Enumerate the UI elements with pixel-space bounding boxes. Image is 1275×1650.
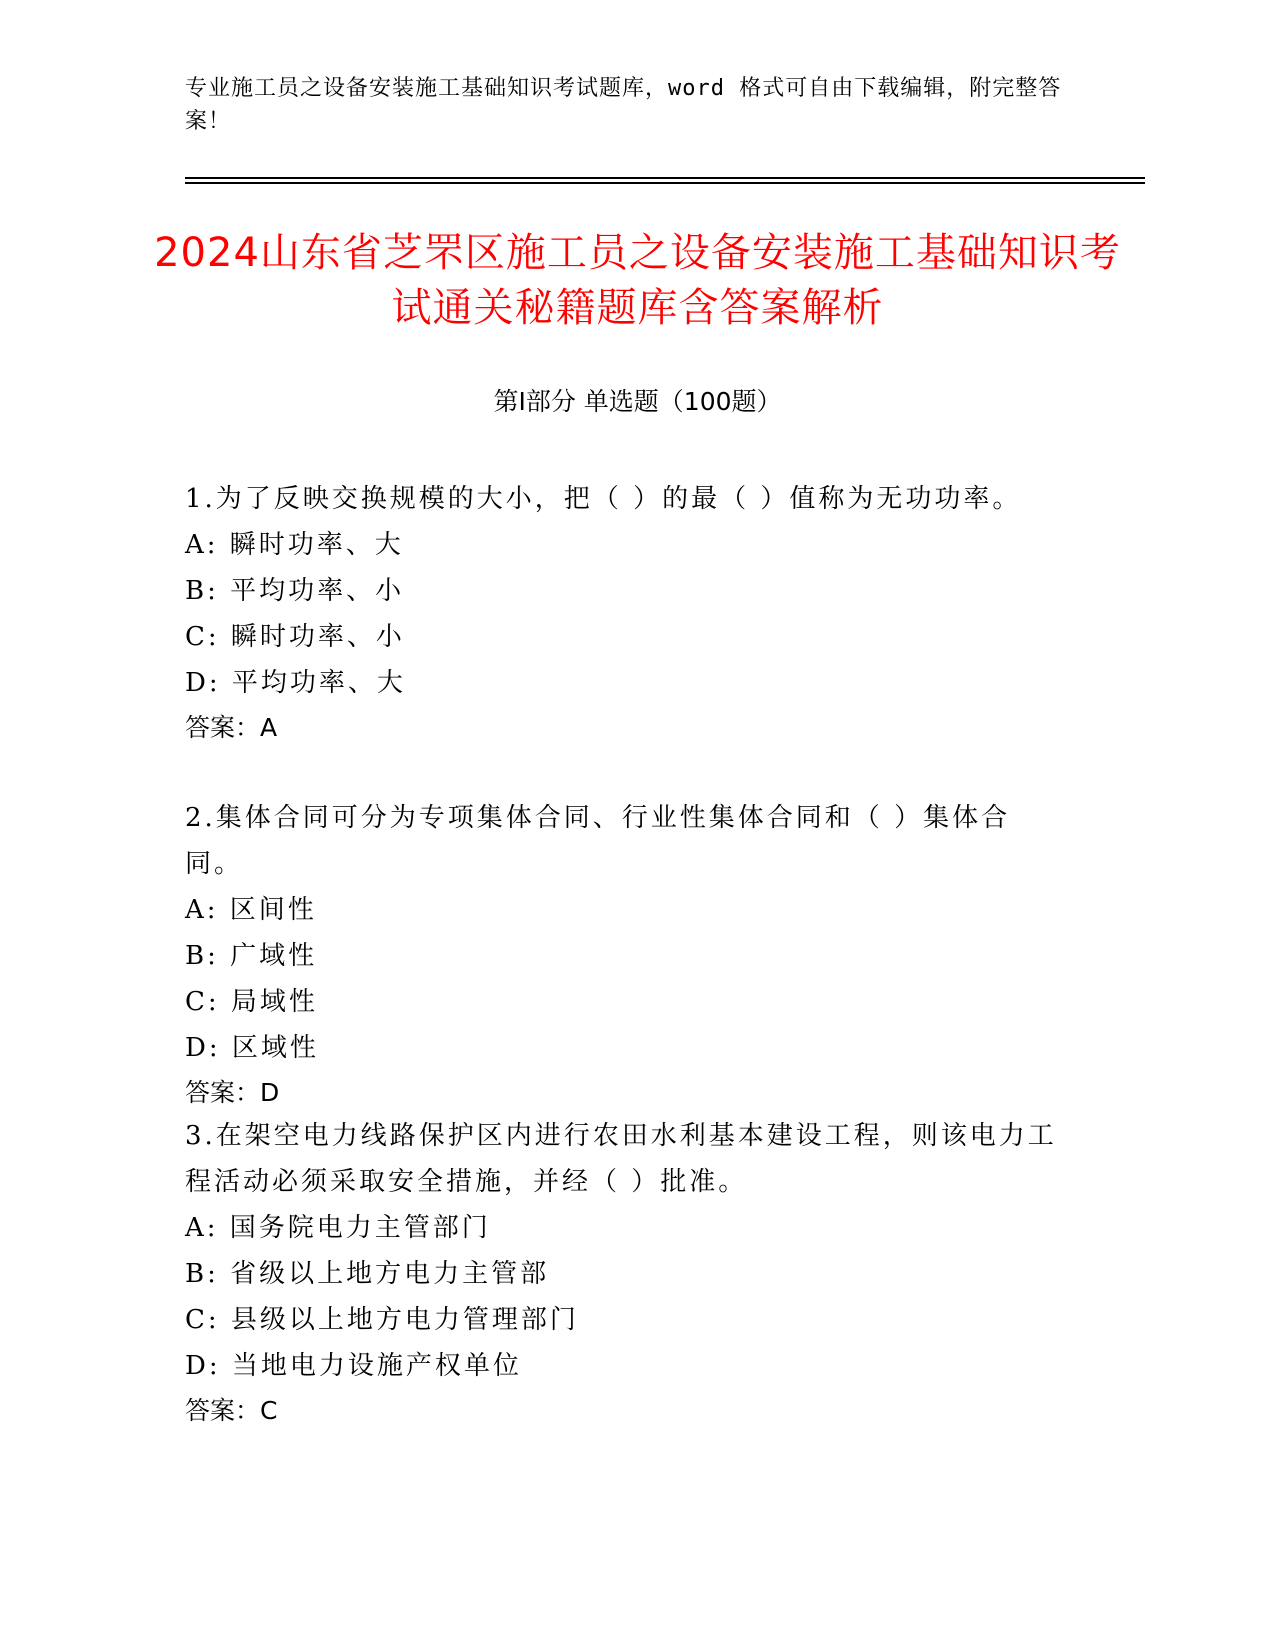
header-rule-bottom: [185, 182, 1145, 184]
option-c: C: 县级以上地方电力管理部门: [185, 1305, 579, 1335]
option-b: B: 平均功率、小: [185, 576, 405, 606]
answer-line: 答案：D: [185, 1078, 280, 1107]
question-stem: 3.在架空电力线路保护区内进行农田水利基本建设工程，则该电力工程活动必须采取安全措施，并经（ ）批准。: [185, 1121, 1057, 1197]
option-b: B: 省级以上地方电力主管部: [185, 1259, 550, 1289]
option-c: C: 局域性: [185, 987, 318, 1017]
section-heading: 第Ⅰ部分 单选题（100题）: [493, 387, 782, 416]
option-a: A: 区间性: [185, 895, 317, 925]
header-note: 专业施工员之设备安装施工基础知识考试题库，word 格式可自由下载编辑，附完整答案！: [185, 76, 1062, 134]
option-d: D: 区域性: [185, 1033, 319, 1063]
option-d: D: 当地电力设施产权单位: [185, 1351, 522, 1381]
document-title: 2024山东省芝罘区施工员之设备安装施工基础知识考试通关秘籍题库含答案解析: [154, 230, 1121, 331]
option-b: B: 广域性: [185, 941, 318, 971]
question-stem: 2.集体合同可分为专项集体合同、行业性集体合同和（ ）集体合同。: [185, 803, 1011, 879]
question-3: [185, 1113, 1065, 1433]
option-c: C: 瞬时功率、小: [185, 622, 405, 652]
question-2: [185, 795, 1065, 1115]
option-a: A: 国务院电力主管部门: [185, 1213, 491, 1243]
question-1: [185, 476, 1065, 750]
option-d: D: 平均功率、大: [185, 668, 406, 698]
question-stem: 1.为了反映交换规模的大小，把（ ）的最（ ）值称为无功功率。: [185, 484, 1022, 514]
option-a: A: 瞬时功率、大: [185, 530, 404, 560]
answer-line: 答案：A: [185, 713, 278, 742]
header-rule-top: [185, 177, 1145, 179]
answer-line: 答案：C: [185, 1396, 278, 1425]
